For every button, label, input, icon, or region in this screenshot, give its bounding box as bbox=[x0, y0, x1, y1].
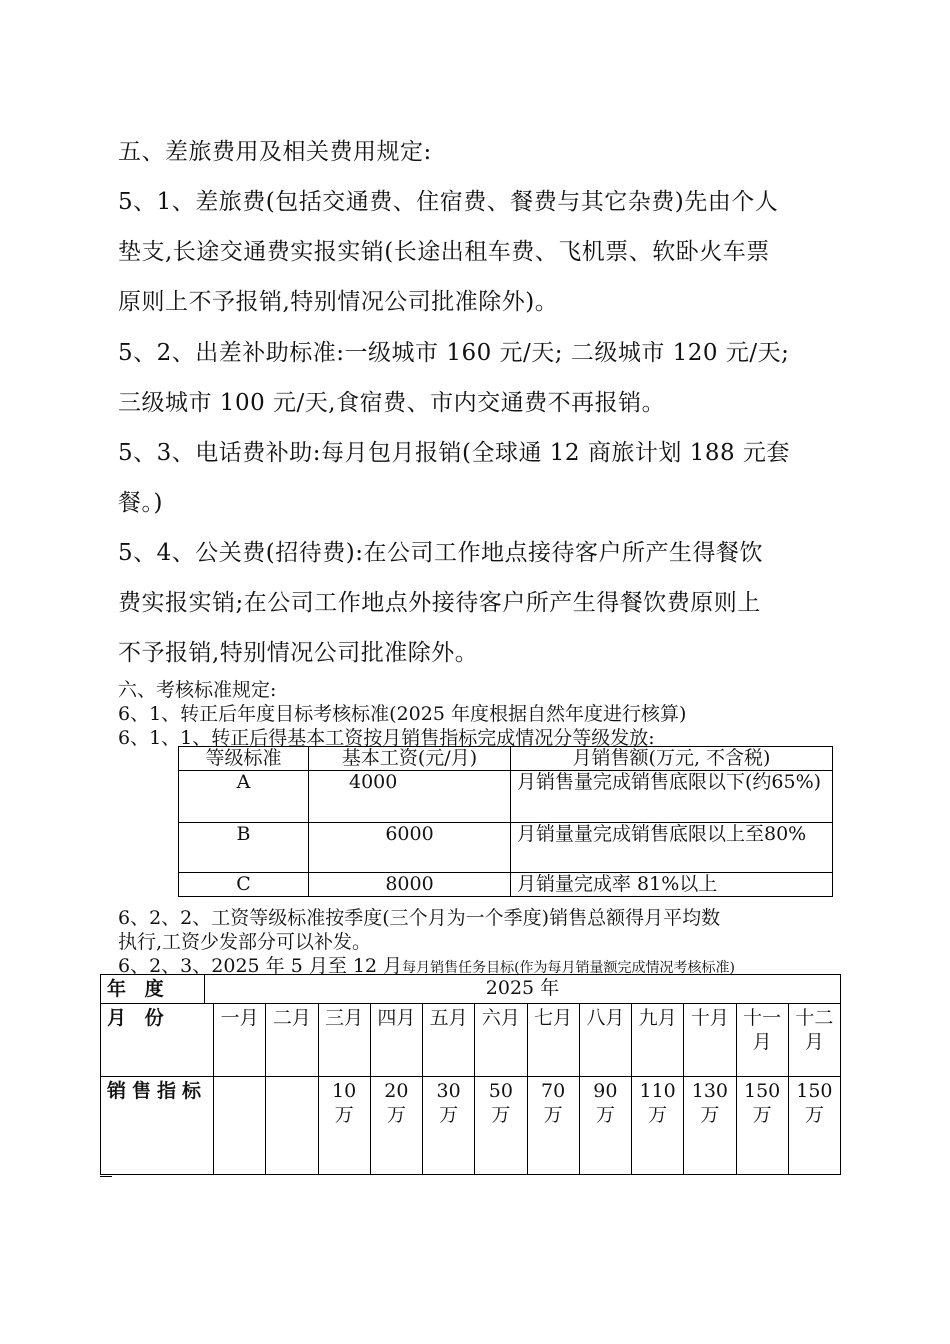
para-5-2-line2: 三级城市 100 元/天,食宿费、市内交通费不再报销。 bbox=[118, 390, 666, 416]
target-cell: 50万 bbox=[475, 1077, 527, 1175]
para-5-1-line3: 原则上不予报销,特别情况公司批准除外)。 bbox=[118, 289, 559, 315]
table-row bbox=[179, 823, 833, 873]
target-label: 销售指标 bbox=[101, 1077, 214, 1175]
grade-cell: C bbox=[179, 873, 309, 897]
para-5-3-line2: 餐。) bbox=[118, 490, 163, 516]
grade-cell: B bbox=[179, 823, 309, 873]
target-row bbox=[101, 1077, 841, 1175]
target-cell: 10万 bbox=[318, 1077, 370, 1175]
para-5-4-line1: 5、4、公关费(招待费):在公司工作地点接待客户所产生得餐饮 bbox=[118, 540, 763, 566]
month-cell: 九月 bbox=[632, 1004, 684, 1077]
item-6-1-1: 6、1、1、转正后得基本工资按月销售指标完成情况分等级发放: bbox=[118, 727, 655, 749]
desc-cell: 月销量量完成销售底限以上至80% bbox=[511, 823, 833, 873]
salary-cell: 8000 bbox=[309, 873, 511, 897]
table-tail-rule bbox=[100, 1176, 112, 1177]
header-sales: 月销售额(万元, 不含税) bbox=[511, 747, 833, 771]
target-cell bbox=[266, 1077, 318, 1175]
section5-heading: 五、差旅费用及相关费用规定: bbox=[118, 139, 432, 165]
monthly-target-table bbox=[100, 974, 841, 1175]
month-cell: 十二月 bbox=[788, 1004, 840, 1077]
target-cell: 30万 bbox=[423, 1077, 475, 1175]
section6-heading: 六、考核标准规定: bbox=[118, 679, 277, 701]
salary-cell: 6000 bbox=[309, 823, 511, 873]
item-6-1: 6、1、转正后年度目标考核标准(2025 年度根据自然年度进行核算) bbox=[118, 703, 687, 725]
month-cell: 三月 bbox=[318, 1004, 370, 1077]
target-cell: 110万 bbox=[632, 1077, 684, 1175]
para-5-1-line2: 垫支,长途交通费实报实销(长途出租车费、飞机票、软卧火车票 bbox=[118, 239, 770, 265]
para-5-4-line2: 费实报实销;在公司工作地点外接待客户所产生得餐饮费原则上 bbox=[118, 590, 761, 616]
month-cell: 十一月 bbox=[736, 1004, 788, 1077]
month-cell: 四月 bbox=[370, 1004, 422, 1077]
month-cell: 一月 bbox=[214, 1004, 266, 1077]
target-cell: 130万 bbox=[684, 1077, 736, 1175]
month-cell: 二月 bbox=[266, 1004, 318, 1077]
target-cell: 70万 bbox=[527, 1077, 579, 1175]
desc-cell: 月销售量完成销售底限以下(约65%) bbox=[511, 771, 833, 823]
target-cell: 90万 bbox=[579, 1077, 631, 1175]
para-5-1-line1: 5、1、差旅费(包括交通费、住宿费、餐费与其它杂费)先由个人 bbox=[118, 189, 779, 215]
year-row bbox=[101, 975, 841, 1004]
target-cell: 150万 bbox=[788, 1077, 840, 1175]
grade-table bbox=[178, 746, 833, 897]
grade-cell: A bbox=[179, 771, 309, 823]
month-row bbox=[101, 1004, 841, 1077]
month-cell: 十月 bbox=[684, 1004, 736, 1077]
target-cell bbox=[214, 1077, 266, 1175]
salary-cell: 4000 bbox=[309, 771, 511, 823]
para-5-3-line1: 5、3、电话费补助:每月包月报销(全球通 12 商旅计划 188 元套 bbox=[118, 440, 790, 466]
year-label: 年 度 bbox=[101, 975, 205, 1004]
para-5-4-line3: 不予报销,特别情况公司批准除外。 bbox=[118, 640, 479, 666]
item-6-2-3-note: 每月销售任务目标(作为每月销量额完成情况考核标准) bbox=[402, 960, 736, 976]
month-cell: 七月 bbox=[527, 1004, 579, 1077]
grade-table-header bbox=[179, 747, 833, 771]
month-cell: 五月 bbox=[423, 1004, 475, 1077]
month-label: 月 份 bbox=[101, 1004, 214, 1077]
header-grade: 等级标准 bbox=[179, 747, 309, 771]
target-cell: 20万 bbox=[370, 1077, 422, 1175]
month-cell: 八月 bbox=[579, 1004, 631, 1077]
table-row bbox=[179, 771, 833, 823]
month-cell: 六月 bbox=[475, 1004, 527, 1077]
item-6-2-3-main: 6、2、3、2025 年 5 月至 12 月 bbox=[118, 955, 403, 977]
item-6-2-2-line2: 执行,工资少发部分可以补发。 bbox=[118, 931, 372, 953]
year-value: 2025 年 bbox=[205, 975, 841, 1004]
item-6-2-2-line1: 6、2、2、工资等级标准按季度(三个月为一个季度)销售总额得月平均数 bbox=[118, 907, 721, 929]
para-5-2-line1: 5、2、出差补助标准:一级城市 160 元/天; 二级城市 120 元/天; bbox=[118, 340, 790, 366]
target-cell: 150万 bbox=[736, 1077, 788, 1175]
desc-cell: 月销量完成率 81%以上 bbox=[511, 873, 833, 897]
header-salary: 基本工资(元/月) bbox=[309, 747, 511, 771]
table-row bbox=[179, 873, 833, 897]
